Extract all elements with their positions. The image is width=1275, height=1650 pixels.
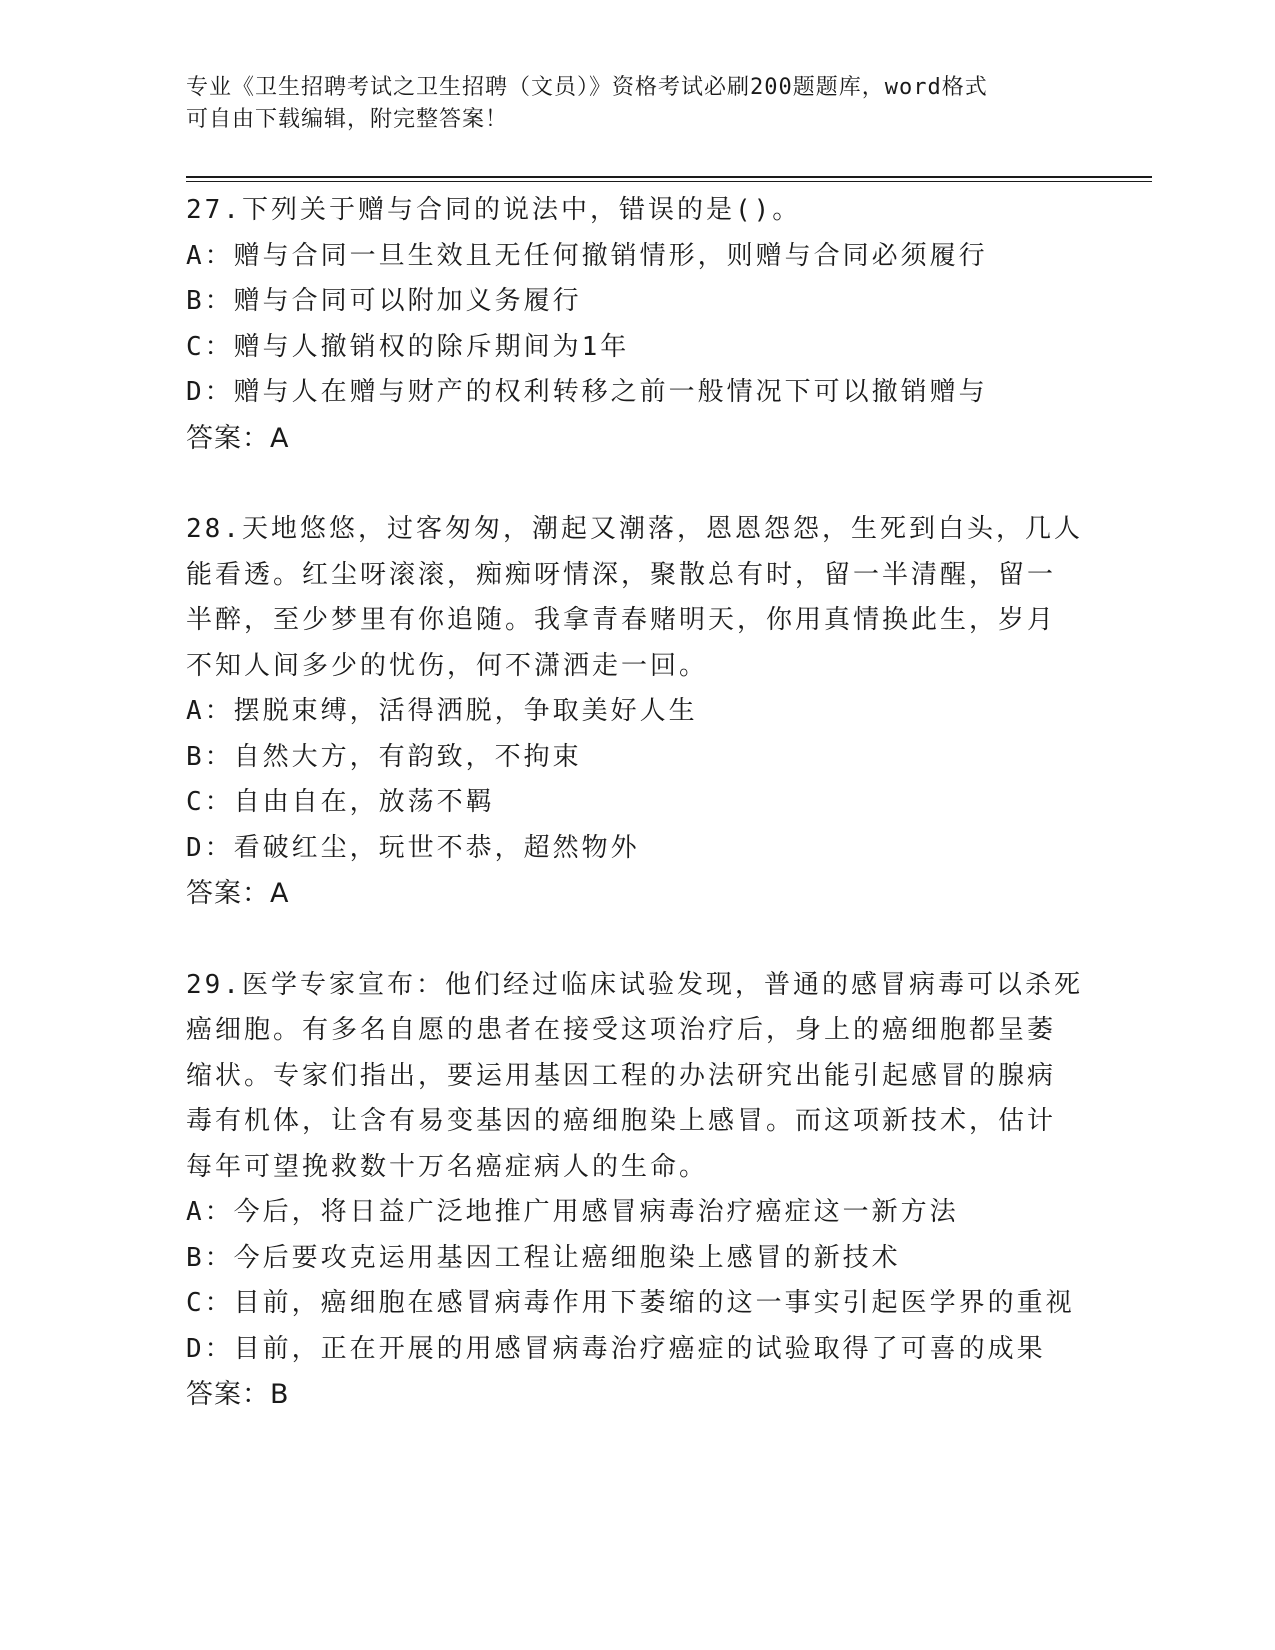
answer: 答案：A: [186, 878, 290, 909]
option-c: C：自由自在，放荡不羁: [186, 787, 495, 817]
question-stem-line-2: 能看透。红尘呀滚滚，痴痴呀情深，聚散总有时，留一半清醒，留一: [186, 559, 1057, 590]
option-d: D：看破红尘，玩世不恭，超然物外: [186, 832, 640, 863]
document-header: [186, 72, 1086, 136]
option-d: D：赠与人在赠与财产的权利转移之前一般情况下可以撤销赠与: [186, 377, 988, 407]
answer: 答案：A: [186, 422, 290, 454]
header-line-2: 可自由下载编辑，附完整答案！: [186, 107, 509, 132]
question-stem-line-4: 不知人间多少的忧伤，何不潇洒走一回。: [186, 650, 709, 681]
question-stem-line-1: 28.天地悠悠，过客匆匆，潮起又潮落，恩恩怨怨，生死到白头，几人: [186, 514, 1083, 544]
question-stem-line-4: 毒有机体，让含有易变基因的癌细胞染上感冒。而这项新技术，估计: [186, 1106, 1057, 1136]
option-b: B：自然大方，有韵致，不拘束: [186, 741, 582, 772]
option-a: A：摆脱束缚，活得洒脱，争取美好人生: [186, 696, 698, 726]
option-c: C：赠与人撤销权的除斥期间为1年: [186, 331, 630, 362]
question-stem-line-2: 癌细胞。有多名自愿的患者在接受这项治疗后，身上的癌细胞都呈萎: [186, 1015, 1057, 1045]
option-a: A：今后，将日益广泛地推广用感冒病毒治疗癌症这一新方法: [186, 1197, 959, 1227]
question-stem-line-3: 缩状。专家们指出，要运用基因工程的办法研究出能引起感冒的腺病: [186, 1060, 1057, 1091]
question-27: [186, 188, 1086, 461]
question-stem-line-1: 29.医学专家宣布：他们经过临床试验发现，普通的感冒病毒可以杀死: [186, 969, 1083, 1000]
question-stem-line-5: 每年可望挽救数十万名癌症病人的生命。: [186, 1151, 709, 1182]
option-c: C：目前，癌细胞在感冒病毒作用下萎缩的这一事实引起医学界的重视: [186, 1288, 1075, 1318]
header-divider-thin: [186, 181, 1152, 182]
option-d: D：目前，正在开展的用感冒病毒治疗癌症的试验取得了可喜的成果: [186, 1333, 1046, 1364]
option-a: A：赠与合同一旦生效且无任何撤销情形，则赠与合同必须履行: [186, 240, 988, 271]
header-divider-thick: [186, 176, 1152, 178]
question-stem-line-3: 半醉，至少梦里有你追随。我拿青春赌明天，你用真情换此生，岁月: [186, 605, 1057, 635]
option-b: B：赠与合同可以附加义务履行: [186, 286, 582, 316]
header-line-1: 专业《卫生招聘考试之卫生招聘（文员）》资格考试必刷200题题库，word格式: [186, 75, 988, 100]
answer: 答案：B: [186, 1379, 290, 1410]
question-stem: 27.下列关于赠与合同的说法中，错误的是()。: [186, 195, 802, 225]
question-29: [186, 963, 1086, 1418]
option-b: B：今后要攻克运用基因工程让癌细胞染上感冒的新技术: [186, 1242, 901, 1273]
question-28: [186, 507, 1086, 917]
question-list: [186, 188, 1086, 1418]
